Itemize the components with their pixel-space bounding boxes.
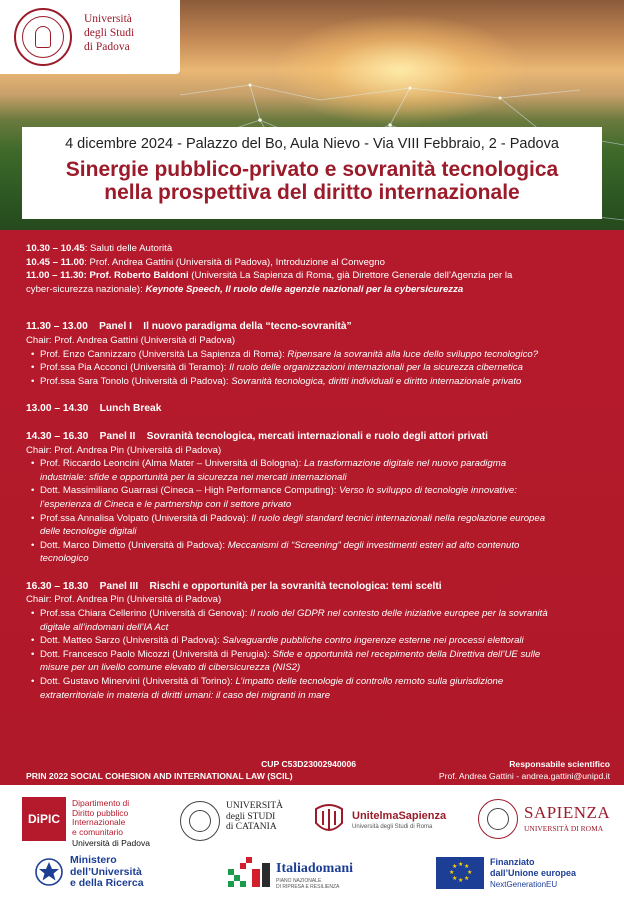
talk-speaker: Prof. Riccardo Leoncini (Alma Mater – Università di Bologna): [40, 458, 304, 470]
catania-seal-icon [180, 801, 220, 841]
dipic-name [72, 799, 172, 849]
panel-chair: Chair: Prof. Andrea Gattini (Università di Padova) [26, 334, 236, 346]
talk-speaker: Prof.ssa Sara Tonolo (Università di Padova): [40, 375, 232, 387]
dipic-logo [22, 797, 172, 848]
university-logo [0, 0, 180, 74]
talk-title: Il ruolo del GDPR nel contesto delle iniziative europee per la sovranità [250, 608, 548, 620]
italiadomani-mark-icon [228, 855, 272, 889]
catania-name-line: di CATANIA [226, 822, 277, 832]
title-box [22, 127, 602, 219]
funding-info [26, 758, 356, 782]
eu-funding-line: dall’Unione europea [490, 867, 577, 878]
dipic-name-line: e comunitario [72, 826, 124, 837]
talk-title: extraterritoriale in materia di diritti umani: il caso dei migranti in mare [40, 689, 331, 701]
talk-title: Il ruolo degli standard tecnici internazionali nella regolazione europea [251, 512, 546, 524]
lunch-label: Lunch Break [99, 403, 162, 415]
event-title-line: Sinergie pubblico-privato e sovranità tecnologica [65, 158, 559, 181]
italiadomani-subtitle-line: DI RIPRESA E RESILIENZA [276, 884, 340, 890]
schedule-item [26, 269, 606, 283]
unitelma-emblem-icon [312, 803, 346, 837]
panel-label: Panel I [99, 321, 132, 333]
cup-code: CUP C53D23002940006 [261, 759, 356, 769]
talk-title: Salvaguardie pubbliche contro ingerenze esterne nei processi elettorali [222, 635, 524, 647]
panel-chair: Chair: Prof. Andrea Pin (Università di Padova) [26, 444, 222, 456]
talk-item [26, 348, 606, 362]
talk-speaker: Dott. Gustavo Minervini (Università di Torino): [40, 676, 236, 688]
sapienza-subtitle: UNIVERSITÀ DI ROMA [524, 824, 604, 833]
talk-title: digitale all’indomani dell’IA Act [40, 621, 169, 633]
dipic-name-line: Internazionale [72, 817, 126, 827]
schedule-text: : Prof. Andrea Gattini (Università di Padova), Introduzione al Convegno [84, 256, 385, 268]
talk-title: delle tecnologie digitali [40, 526, 137, 538]
mur-name-line: e della Ricerca [70, 877, 144, 889]
dipic-name-line: Diritto pubblico [72, 807, 129, 818]
eu-flag-icon: ★ ★ ★ ★ ★ ★ ★ ★ [436, 857, 484, 889]
talk-item [26, 361, 606, 375]
talk-title: L’impatto delle tecnologie di controllo remoto sulla giurisdizione [235, 676, 504, 688]
mur-name-line: Ministero [70, 854, 117, 866]
panel-heading [26, 580, 606, 594]
mur-logo [34, 855, 174, 895]
mur-name-line: dell’Università [70, 865, 142, 878]
talk-speaker: Dott. Matteo Sarzo (Università di Padova): [40, 635, 223, 647]
talk-speaker: Dott. Massimiliano Guarrasi (Cineca – High Performance Computing): [40, 485, 340, 497]
unitelma-name: UnitelmaSapienza [352, 810, 447, 822]
talk-speaker: Dott. Marco Dimetto (Università di Padova): [40, 539, 228, 551]
catania-name [226, 801, 283, 833]
schedule-text: (Università La Sapienza di Roma, già Direttore Generale dell’Agenzia per la [188, 270, 513, 282]
talk-title: industriale: sfide e opportunità per la sicurezza nei mercati internazionali [40, 471, 347, 483]
panel-time: 16.30 – 18.30 [26, 580, 89, 592]
italiadomani-subtitle [276, 878, 339, 890]
talk-speaker: Prof.ssa Annalisa Volpato (Università di Padova): [40, 512, 252, 524]
padova-seal-icon [14, 8, 72, 66]
italiadomani-subtitle-line: PIANO NAZIONALE [276, 878, 322, 884]
schedule-text: : Saluti delle Autorità [84, 243, 173, 254]
talk-title: La trasformazione digitale nel nuovo paradigma [303, 458, 507, 470]
unitelma-logo [312, 803, 462, 843]
program-panel [0, 230, 624, 785]
panel-title: Rischi e opportunità per la sovranità tecnologica: temi scelti [149, 580, 442, 592]
talk-item [26, 607, 606, 634]
dipic-badge: DiPIC [22, 797, 66, 841]
event-title [22, 158, 602, 204]
talk-speaker: Prof. Enzo Cannizzaro (Università La Sapienza di Roma): [40, 348, 288, 360]
talk-item [26, 512, 606, 539]
eu-nextgen: NextGenerationEU [490, 880, 558, 889]
unitelma-subtitle: Università degli Studi di Roma [352, 824, 433, 830]
eu-funding-logo [436, 855, 616, 895]
program-content [26, 236, 606, 702]
talk-item [26, 634, 606, 648]
event-title-line: nella prospettiva del diritto internazionale [104, 181, 520, 204]
scientific-contact [380, 758, 610, 782]
talk-item [26, 539, 606, 566]
keynote-speaker: : Prof. Roberto Baldoni [83, 270, 189, 282]
eu-funding-text [490, 857, 576, 878]
talk-speaker: Prof.ssa Pia Acconci (Università di Teramo): [40, 362, 230, 374]
talk-item [26, 375, 606, 389]
lunch-break [26, 402, 606, 416]
university-name-line: di Padova [84, 41, 130, 53]
talk-title: Verso lo sviluppo di tecnologie innovative: [339, 485, 517, 497]
talk-title: Meccanismi di “Screening” degli investimenti esteri ad alto contenuto [227, 539, 520, 551]
dipic-name-line: Dipartimento di [72, 798, 130, 808]
dipic-university: Università di Padova [72, 838, 150, 848]
talk-title: Ripensare la sovranità alla luce dello sviluppo tecnologico? [287, 348, 539, 360]
contact-email: Prof. Andrea Gattini - andrea.gattini@unipd.it [438, 771, 610, 781]
mur-name [70, 855, 144, 890]
panel-heading [26, 430, 606, 444]
talk-title: misure per un livello comune elevato di cibersicurezza (NIS2) [40, 662, 301, 674]
schedule-time: 10.30 – 10.45 [26, 243, 85, 254]
schedule-time: 11.00 – 11.30 [26, 270, 84, 282]
italiadomani-name: Italiadomani [276, 861, 354, 876]
contact-label: Responsabile scientifico [509, 759, 610, 769]
schedule-item-cont [26, 283, 606, 297]
university-name [84, 12, 180, 54]
schedule-time: 10.45 – 11.00 [26, 256, 85, 268]
panel-heading [26, 320, 606, 334]
panel-title: Il nuovo paradigma della “tecno-sovranità” [143, 321, 352, 333]
talk-item [26, 457, 606, 484]
eu-funding-line: Finanziato [490, 857, 535, 867]
university-name-line: Università [84, 13, 132, 25]
talk-title: tecnologico [40, 553, 89, 565]
sponsor-logos [0, 785, 624, 898]
prin-project: PRIN 2022 SOCIAL COHESION AND INTERNATIONAL LAW (SCIL) [26, 771, 293, 781]
catania-logo [180, 799, 300, 843]
panel-chair: Chair: Prof. Andrea Pin (Università di Padova) [26, 594, 222, 606]
italiadomani-logo [228, 855, 368, 895]
lunch-time: 13.00 – 14.30 [26, 403, 89, 415]
talk-title: Sovranità tecnologica, diritti individuali e diritto internazionale privato [231, 375, 522, 387]
schedule-item [26, 256, 606, 270]
university-name-line: degli Studi [84, 27, 135, 39]
panel-title: Sovranità tecnologica, mercati internazionali e ruolo degli attori privati [146, 430, 489, 442]
talk-item [26, 675, 606, 702]
talk-speaker: Prof.ssa Chiara Cellerino (Università di Genova): [40, 608, 251, 620]
catania-name-line: degli STUDI [226, 811, 276, 822]
event-date-location: 4 dicembre 2024 - Palazzo del Bo, Aula Nievo - Via VIII Febbraio, 2 - Padova [65, 136, 559, 152]
sapienza-name: SAPIENZA [524, 803, 611, 822]
talk-title: Sfide e opportunità nel recepimento della Direttiva dell’UE sulle [272, 648, 541, 660]
schedule-text: cyber-sicurezza nazionale): [26, 283, 146, 295]
panel-time: 14.30 – 16.30 [26, 430, 89, 442]
catania-name-line: UNIVERSITÀ [226, 801, 283, 811]
panel-label: Panel III [99, 580, 139, 592]
sapienza-logo [478, 797, 618, 843]
schedule-item [26, 242, 606, 256]
sapienza-seal-icon [478, 799, 518, 839]
talk-item [26, 648, 606, 675]
talk-speaker: Dott. Francesco Paolo Micozzi (Università di Perugia): [40, 648, 273, 660]
italian-emblem-icon [34, 855, 64, 889]
talk-item [26, 484, 606, 511]
talk-title: Il ruolo delle organizzazioni internazionali per la sicurezza cibernetica [229, 362, 523, 374]
panel-label: Panel II [99, 430, 136, 442]
keynote-title: Keynote Speech, Il ruolo delle agenzie nazionali per la cybersicurezza [145, 283, 464, 295]
header-photo [0, 0, 624, 230]
panel-time: 11.30 – 13.00 [26, 321, 88, 333]
talk-title: l’esperienza di Cineca e le partnership con il settore privato [40, 498, 292, 510]
